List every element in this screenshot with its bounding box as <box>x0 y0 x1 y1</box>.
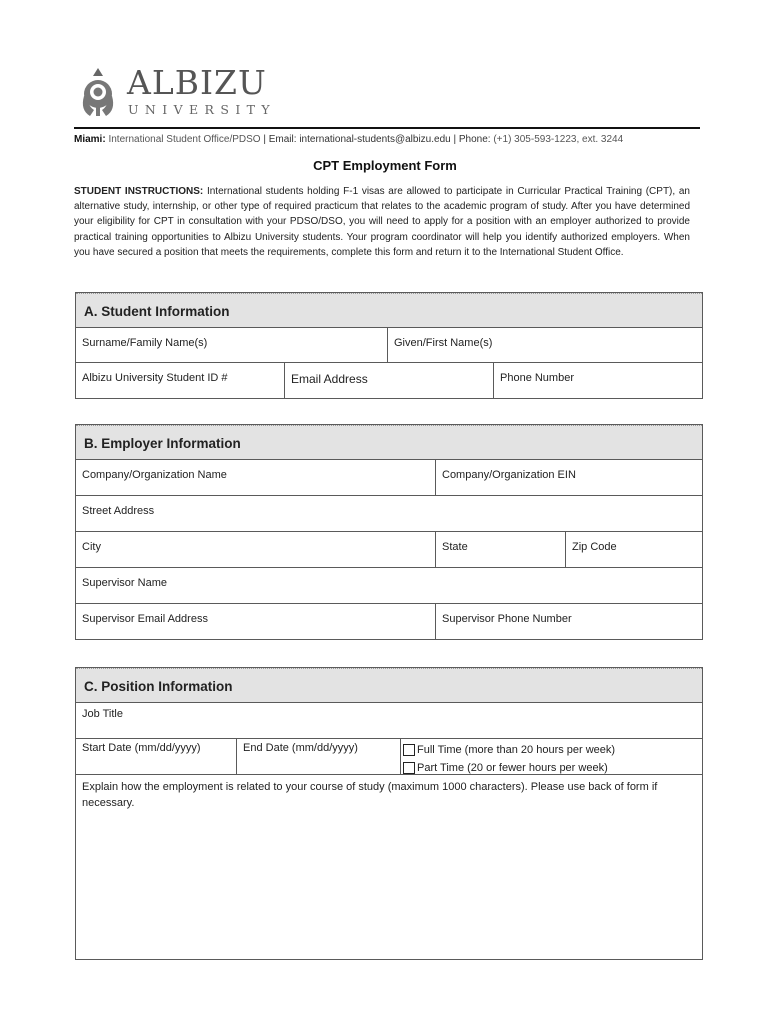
phone-number-field[interactable]: Phone Number <box>500 372 574 384</box>
full-time-label: Full Time (more than 20 hours per week) <box>417 744 616 756</box>
start-date-field[interactable]: Start Date (mm/dd/yyyy) <box>76 739 237 774</box>
section-position-information <box>75 667 703 960</box>
phone-label: Phone: <box>458 134 491 145</box>
separator: | <box>453 134 457 145</box>
employment-type-group <box>401 739 702 774</box>
section-student-information <box>75 292 703 399</box>
state-field[interactable]: State <box>436 532 566 567</box>
office-name: International Student Office/PDSO <box>108 134 261 145</box>
form-title: CPT Employment Form <box>313 158 457 173</box>
part-time-label: Part Time (20 or fewer hours per week) <box>417 762 608 774</box>
contact-line <box>74 133 700 147</box>
full-time-option[interactable] <box>403 741 702 759</box>
logo-name: ALBIZU <box>127 63 267 102</box>
albizu-logo-icon <box>76 66 120 120</box>
surname-field[interactable]: Surname/Family Name(s) <box>76 328 388 362</box>
city-field[interactable]: City <box>76 532 436 567</box>
section-c-title: C. Position Information <box>76 668 702 703</box>
instructions-label: STUDENT INSTRUCTIONS: <box>74 186 204 197</box>
instructions-text: International students holding F-1 visas are allowed to participate in Curricular Practical Training (CPT), an alternative study, internship, or other type of required practicum that relates to the academic program of study. After you have determined your eligibility for CPT in consultation with your PDSO/DSO, you will need to apply for a position with an employer authorized to provide practical training opportunities to Albizu University students. Your program coordinator will help you identify authorized employers. When you have secured a position that meets the requirements, complete this form and return it to the International Student Office. <box>74 186 690 258</box>
section-b-title: B. Employer Information <box>76 425 702 460</box>
logo-subtitle: UNIVERSITY <box>128 102 277 117</box>
email-address-field[interactable]: Email Address <box>285 363 494 398</box>
employment-explanation-field[interactable]: Explain how the employment is related to your course of study (maximum 1000 characters). Please use back of form if necessary. <box>82 781 658 809</box>
supervisor-phone-field[interactable]: Supervisor Phone Number <box>442 613 572 625</box>
header-divider <box>74 127 700 129</box>
part-time-checkbox[interactable] <box>403 762 415 774</box>
student-id-field[interactable]: Albizu University Student ID # <box>76 363 285 398</box>
campus-label: Miami: <box>74 134 106 145</box>
section-a-title: A. Student Information <box>76 293 702 328</box>
email-label: Email: <box>268 134 297 145</box>
supervisor-name-field[interactable]: Supervisor Name <box>82 577 167 589</box>
job-title-field[interactable]: Job Title <box>82 708 123 720</box>
company-ein-field[interactable]: Company/Organization EIN <box>442 469 576 481</box>
street-address-field[interactable]: Street Address <box>82 505 155 517</box>
separator: | <box>263 134 266 145</box>
full-time-checkbox[interactable] <box>403 744 415 756</box>
contact-email-link[interactable]: international-students@albizu.edu <box>299 134 451 145</box>
end-date-field[interactable]: End Date (mm/dd/yyyy) <box>237 739 401 774</box>
student-instructions <box>74 184 690 260</box>
section-employer-information <box>75 424 703 640</box>
supervisor-email-field[interactable]: Supervisor Email Address <box>76 604 436 639</box>
contact-phone: (+1) 305-593-1223, ext. 3244 <box>493 134 624 145</box>
zip-code-field[interactable]: Zip Code <box>572 541 617 553</box>
company-name-field[interactable]: Company/Organization Name <box>76 460 436 495</box>
given-name-field[interactable]: Given/First Name(s) <box>394 337 493 349</box>
